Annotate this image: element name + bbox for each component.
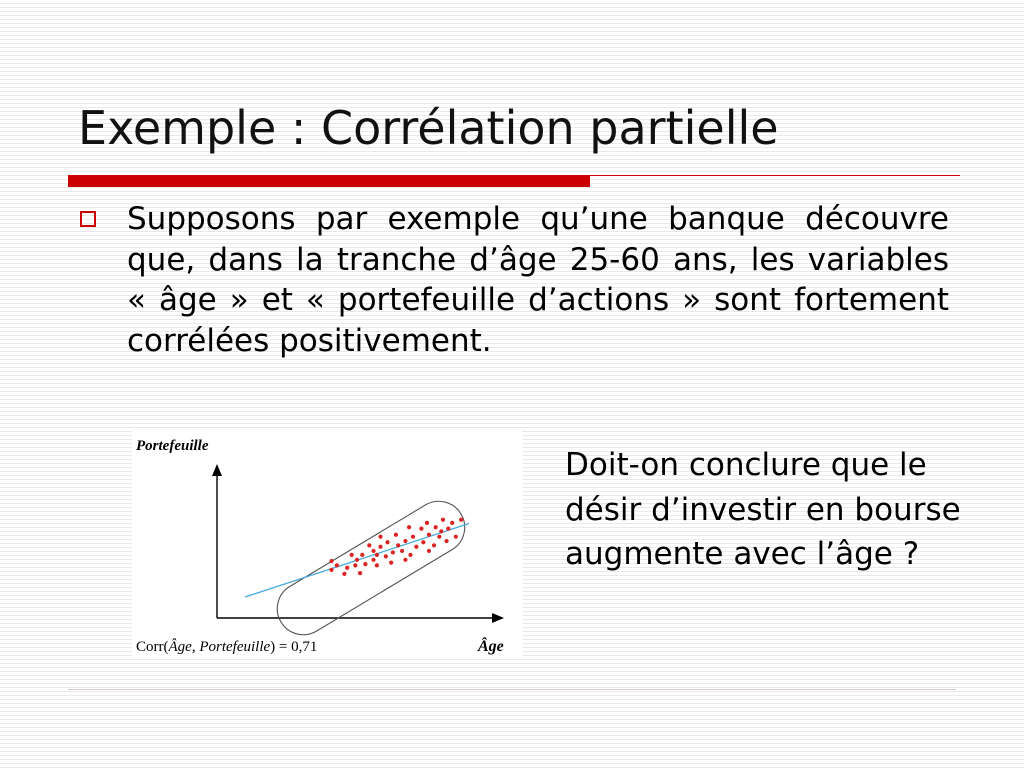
- scatter-point: [389, 561, 393, 565]
- scatter-point: [355, 558, 359, 562]
- scatter-point: [414, 545, 418, 549]
- scatter-point: [391, 550, 395, 554]
- scatter-figure: [132, 430, 522, 658]
- scatter-point: [445, 539, 449, 543]
- scatter-point: [454, 535, 458, 539]
- scatter-point: [441, 518, 445, 522]
- scatter-point: [434, 525, 438, 529]
- scatter-point: [450, 521, 454, 525]
- annotation-var1: Âge: [168, 639, 192, 655]
- scatter-point: [437, 535, 441, 539]
- scatter-point: [375, 553, 379, 557]
- scatter-point: [394, 533, 398, 537]
- question-text: Doit-on conclure que le désir d’investir en bourse augmente avec l’âge ?: [565, 447, 961, 572]
- scatter-point: [358, 571, 362, 575]
- x-axis-label: Âge: [478, 638, 504, 655]
- scatter-point: [459, 518, 463, 522]
- scatter-point: [345, 566, 349, 570]
- scatter-point: [371, 558, 375, 562]
- cluster-outline: [268, 492, 475, 645]
- scatter-point: [353, 563, 357, 567]
- scatter-point: [419, 527, 423, 531]
- annotation-prefix: Corr(: [136, 639, 169, 655]
- scatter-chart: [132, 430, 522, 658]
- scatter-point: [342, 572, 346, 576]
- scatter-point: [396, 543, 400, 547]
- scatter-point: [329, 559, 333, 563]
- scatter-point: [384, 554, 388, 558]
- scatter-point: [329, 568, 333, 572]
- correlation-annotation: [136, 638, 317, 655]
- scatter-point: [367, 543, 371, 547]
- y-axis-arrow-icon: [212, 464, 222, 476]
- scatter-point: [446, 527, 450, 531]
- square-bullet-icon: [80, 211, 96, 227]
- x-axis-arrow-icon: [492, 613, 504, 623]
- scatter-point: [378, 545, 382, 549]
- annotation-separator: ,: [191, 639, 200, 655]
- scatter-point: [411, 535, 415, 539]
- scatter-point: [400, 549, 404, 553]
- scatter-point: [363, 562, 367, 566]
- scatter-point: [425, 521, 429, 525]
- scatter-point: [375, 563, 379, 567]
- scatter-point: [403, 539, 407, 543]
- scatter-point: [350, 553, 354, 557]
- scatter-point: [408, 553, 412, 557]
- title-underline-thin: [590, 175, 960, 176]
- bullet-text: Supposons par exemple qu’une banque découvre que, dans la tranche d’âge 25-60 ans, les variables « âge » et « portefeuille d’actions » sont fortement corrélées positivement.: [127, 201, 949, 359]
- scatter-point: [335, 563, 339, 567]
- scatter-point: [432, 543, 436, 547]
- scatter-point: [385, 540, 389, 544]
- scatter-point: [407, 525, 411, 529]
- scatter-point: [421, 540, 425, 544]
- scatter-point: [360, 553, 364, 557]
- scatter-point: [439, 529, 443, 533]
- slide-title: Exemple : Corrélation partielle: [78, 101, 779, 155]
- scatter-point: [427, 533, 431, 537]
- y-axis-label: Portefeuille: [136, 438, 209, 454]
- annotation-suffix: ) = 0,71: [270, 639, 318, 655]
- annotation-var2: Portefeuille: [199, 639, 271, 655]
- scatter-point: [403, 558, 407, 562]
- scatter-point: [378, 535, 382, 539]
- scatter-point: [371, 549, 375, 553]
- footer-divider: [68, 689, 956, 690]
- scatter-point: [427, 549, 431, 553]
- title-underline-accent: [68, 175, 590, 187]
